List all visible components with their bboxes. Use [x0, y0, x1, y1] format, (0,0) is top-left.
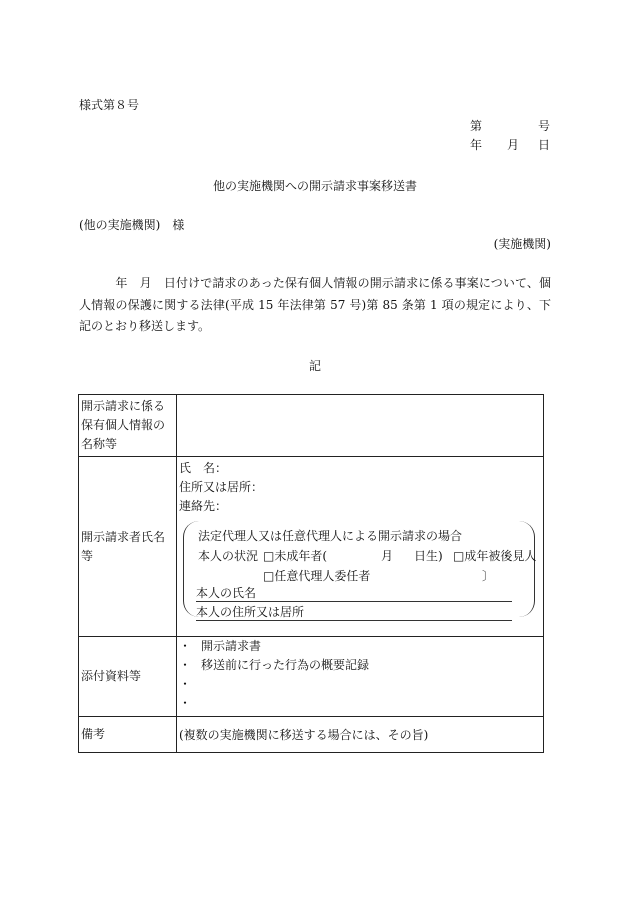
agent-request-box: [183, 521, 535, 617]
bullet-mark: ・: [179, 696, 192, 710]
requester-name-line: 氏 名：: [179, 461, 228, 475]
principal-address-line: 本人の住所又は居所: [196, 604, 512, 621]
attachments-value: [177, 637, 544, 717]
bullet-mark: ・: [179, 639, 192, 653]
requester-address-line: 住所又は居所：: [179, 480, 264, 494]
document-number-line: [470, 118, 550, 134]
table-row: [79, 637, 544, 717]
sender-agency: (実施機関): [493, 237, 551, 251]
attachments-label: 添付資料等: [79, 637, 177, 717]
info-name-value: [177, 395, 544, 457]
addressee: (他の実施機関) 様: [79, 218, 185, 232]
status-close-bracket: 〕: [482, 569, 495, 583]
list-item: ・ 移送前に行った行為の概要記録: [177, 656, 543, 675]
ki-heading: 記: [308, 359, 321, 373]
list-item: [177, 675, 543, 694]
agent-request-title: 法定代理人又は任意代理人による開示請求の場合: [198, 529, 463, 543]
remarks-value: (複数の実施機関に移送する場合には、その旨): [177, 717, 544, 753]
bullet-mark: ・: [179, 677, 192, 691]
requester-value: [177, 457, 544, 637]
date-month: 月: [507, 138, 520, 152]
date-line: [470, 137, 550, 153]
list-item: [177, 694, 543, 713]
info-name-label: 開示請求に係る保有個人情報の名称等: [79, 395, 177, 457]
table-row: [79, 717, 544, 753]
bullet-mark: ・: [179, 658, 192, 672]
date-year: 年: [470, 138, 483, 152]
status-minor-checkbox: □未成年者(: [263, 549, 328, 563]
status-birth-month: 月: [381, 549, 394, 563]
document-title: 他の実施機関への開示請求事案移送書: [212, 179, 417, 193]
body-paragraph: 年 月 日付けで請求のあった保有個人情報の開示請求に係る事案について、個人情報の保護に関する法律(平成 15 年法律第 57 号)第 85 条第 1 項の規定により、下記のとおり移送します。: [79, 276, 551, 333]
principal-name-line: 本人の氏名: [196, 585, 512, 602]
table-row: [79, 457, 544, 637]
remarks-label: 備考: [79, 717, 177, 753]
transfer-details-table: [78, 394, 544, 753]
list-item: ・ 開示請求書: [177, 637, 543, 656]
form-number: 様式第８号: [79, 98, 140, 112]
status-label: 本人の状況: [198, 549, 259, 563]
requester-label: 開示請求者氏名等: [79, 457, 177, 637]
requester-contact-line: 連絡先：: [179, 499, 228, 513]
number-suffix: 号: [537, 119, 550, 133]
status-ward-checkbox: □成年被後見人: [453, 549, 537, 563]
date-day: 日: [537, 138, 550, 152]
status-agent-checkbox: □任意代理人委任者: [263, 569, 371, 583]
table-row: [79, 395, 544, 457]
number-prefix: 第: [470, 119, 483, 133]
status-birth-day: 日生): [414, 549, 443, 563]
